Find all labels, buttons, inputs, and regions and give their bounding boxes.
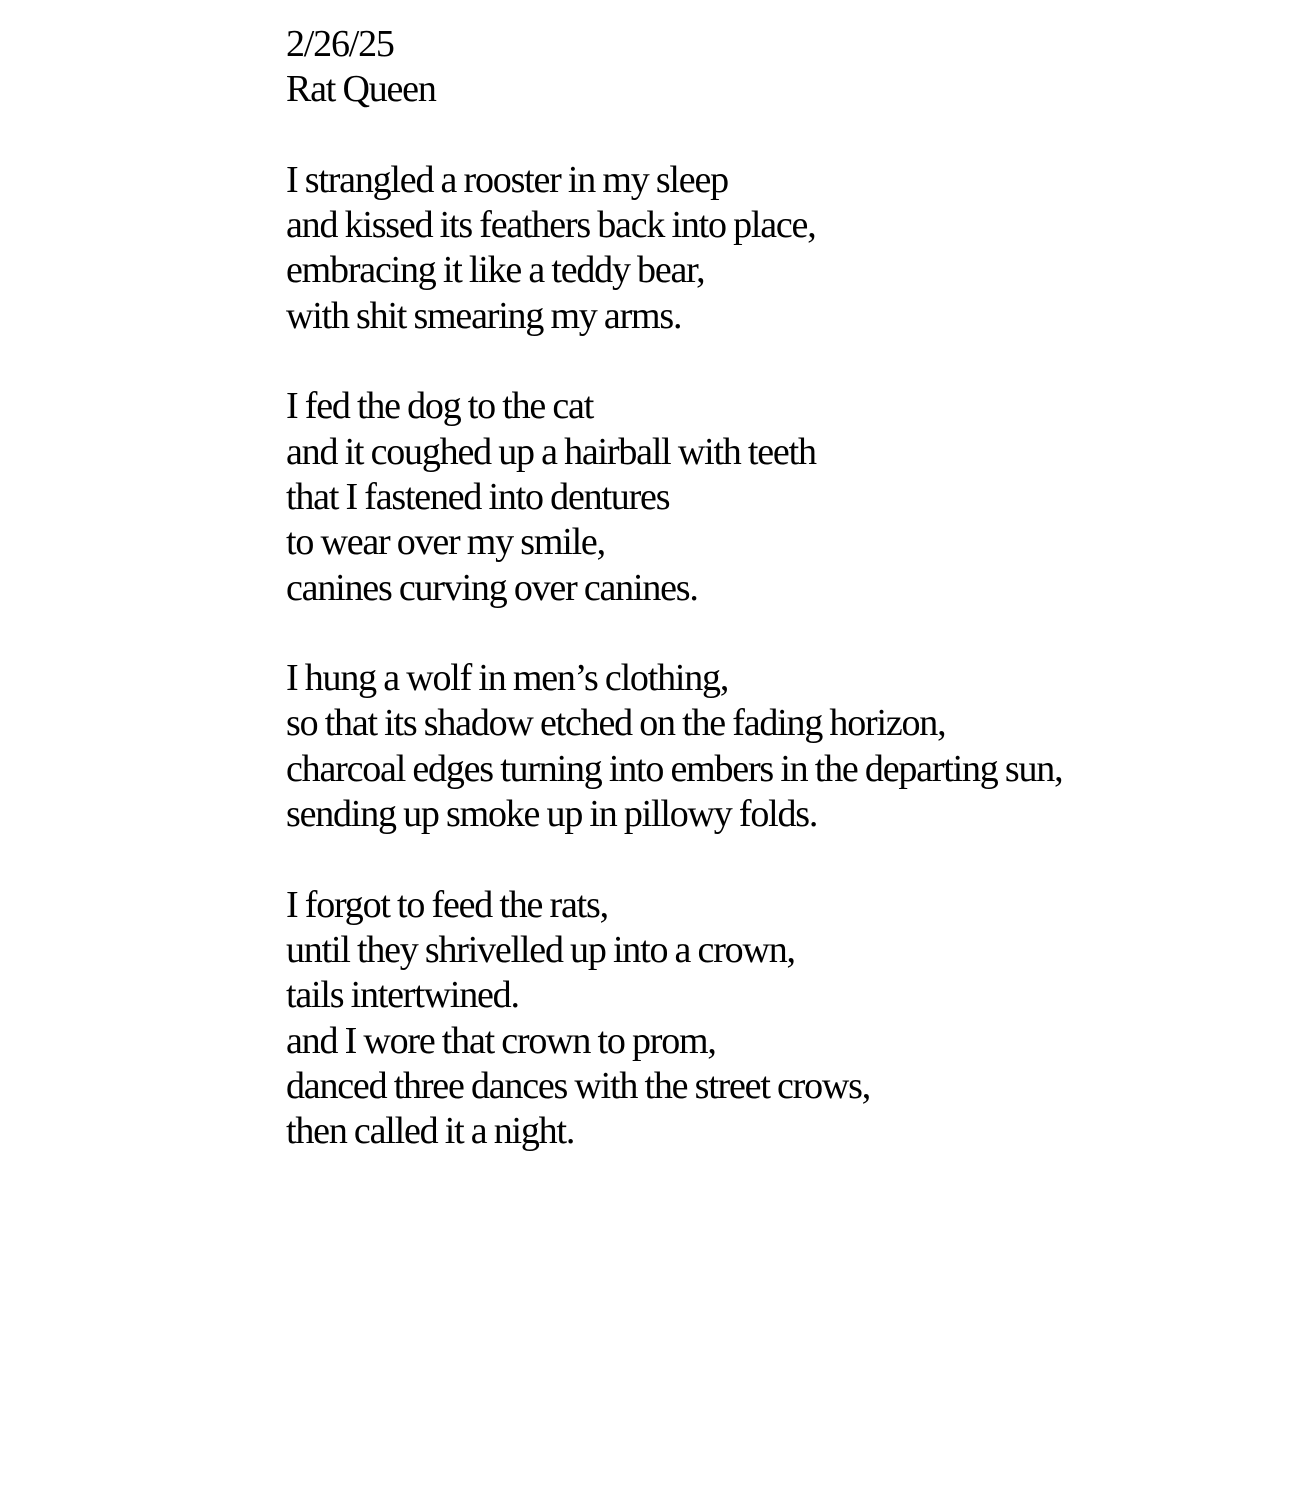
poem-line: then called it a night. [286,1110,575,1153]
poem-title: Rat Queen [286,68,436,111]
poem-line: and I wore that crown to prom, [286,1019,716,1062]
poem-line: I hung a wolf in men’s clothing, [286,657,729,700]
stanza-gap [286,339,1286,384]
poem-line: until they shrivelled up into a crown, [286,928,795,971]
stanza-gap [286,837,1286,882]
poem-line: I forgot to feed the rats, [286,883,608,926]
poem-date: 2/26/25 [286,23,394,65]
poem-line: and it coughed up a hairball with teeth [286,430,816,473]
stanza-1 [286,158,1286,339]
stanza-3 [286,656,1286,837]
stanza-gap [286,113,1286,158]
poem-line: charcoal edges turning into embers in the departing sun, [286,747,1063,790]
stanza-gap [286,611,1286,656]
poem-line: so that its shadow etched on the fading horizon, [286,702,946,745]
poem-line: sending up smoke up in pillowy folds. [286,793,818,836]
poem-line: to wear over my smile, [286,521,605,564]
poem-line: that I fastened into dentures [286,475,670,518]
stanza-4 [286,883,1286,1155]
stanza-2 [286,384,1286,610]
poem-line: embracing it like a teddy bear, [286,249,705,292]
poem-line: danced three dances with the street crows, [286,1064,871,1107]
poem-line: canines curving over canines. [286,566,698,609]
poem-page [286,22,1286,1154]
poem-line: with shit smearing my arms. [286,294,682,337]
poem-line: tails intertwined. [286,974,519,1017]
poem-line: I strangled a rooster in my sleep [286,158,728,201]
poem-line: and kissed its feathers back into place, [286,204,816,247]
poem-line: I fed the dog to the cat [286,385,594,428]
